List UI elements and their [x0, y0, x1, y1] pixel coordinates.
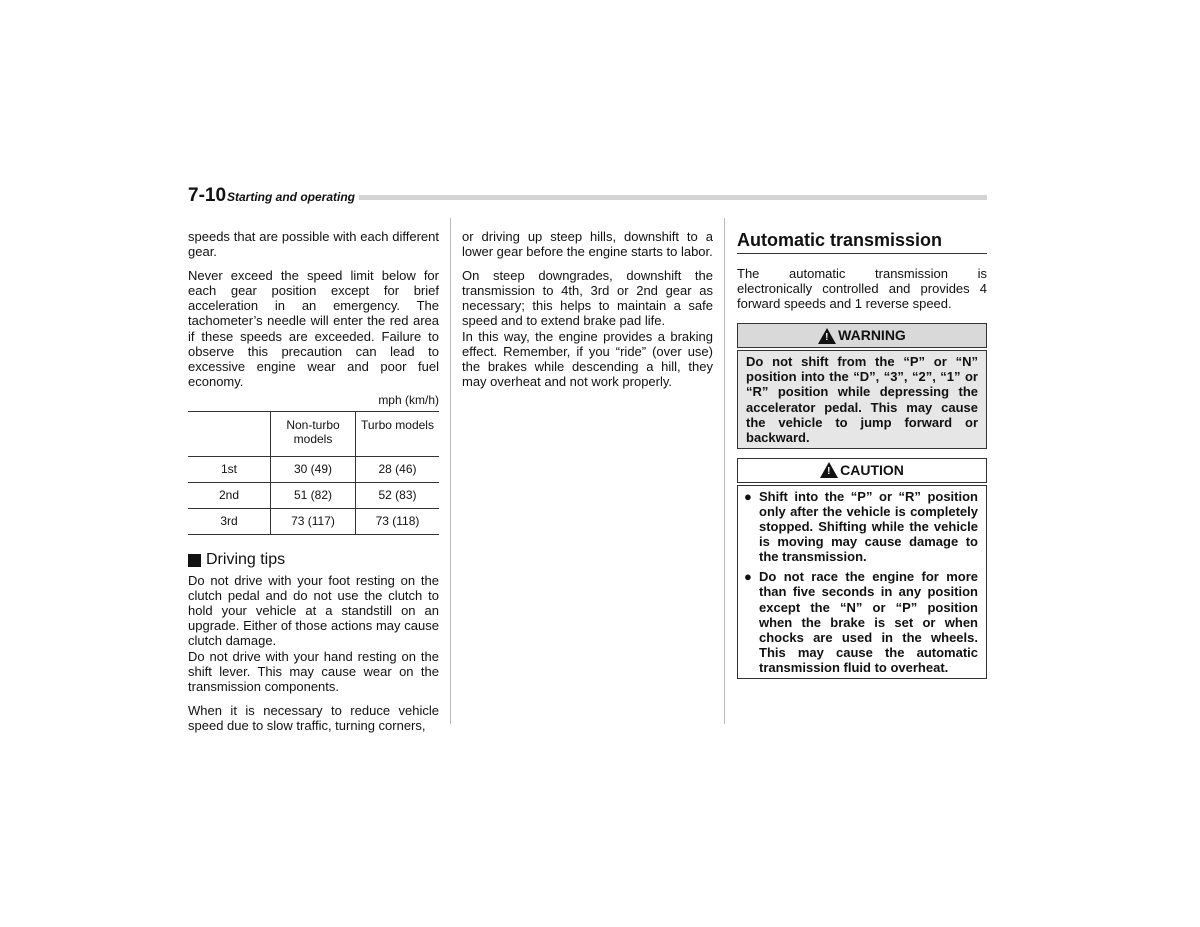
table-row [188, 509, 439, 535]
gear-speed-table [188, 411, 439, 535]
paragraph: Never exceed the speed limit below for each gear position except for brief acceleration in an emergency. The tachometer’s needle will enter the red area if these speeds are exceeded. Failure to observe this precaution can lead to excessive engine wear and poor fuel economy. [188, 268, 439, 389]
caution-header [737, 458, 987, 483]
square-bullet-icon [188, 554, 201, 567]
table-header [188, 412, 271, 457]
table-cell: 73 (118) [356, 509, 440, 535]
section-title: Starting and operating [227, 189, 359, 205]
warning-box [737, 323, 987, 449]
caution-triangle-icon: ! [820, 462, 838, 478]
table-header-row [188, 412, 439, 457]
table-cell: 28 (46) [356, 457, 440, 483]
paragraph: Do not drive with your hand resting on the shift lever. This may cause wear on the transmission components. [188, 648, 439, 694]
warning-header [737, 323, 987, 348]
table-cell: 52 (83) [356, 483, 440, 509]
list-item [744, 569, 978, 675]
page-header [188, 184, 987, 208]
subheading [188, 550, 439, 570]
warning-label: WARNING [838, 327, 906, 344]
caution-label: CAUTION [840, 461, 904, 478]
warning-text: Do not shift from the “P” or “N” position into the “D”, “3”, “2”, “1” or “R” position while depressing the accelerator pedal. This may cause the vehicle to jump forward or backward. [737, 350, 987, 449]
table-row [188, 457, 439, 483]
paragraph: Do not drive with your foot resting on the clutch pedal and do not use the clutch to hold your vehicle at a standstill on an upgrade. Either of those actions may cause clutch damage. [188, 573, 439, 649]
table-header: Turbo models [356, 412, 440, 457]
subheading-text: Driving tips [206, 551, 286, 569]
table-cell: 51 (82) [271, 483, 356, 509]
column-left [188, 229, 439, 742]
column-divider [724, 218, 725, 724]
table-header: Non-turbo models [271, 412, 356, 457]
warning-triangle-icon: ! [818, 328, 836, 344]
table-row [188, 483, 439, 509]
table-cell: 30 (49) [271, 457, 356, 483]
table-cell: 73 (117) [271, 509, 356, 535]
bullet-icon: ● [744, 569, 752, 585]
list-item [744, 489, 978, 564]
table-cell: 3rd [188, 509, 271, 535]
paragraph: or driving up steep hills, downshift to a lower gear before the engine starts to labor. [462, 229, 713, 260]
table-cell: 2nd [188, 483, 271, 509]
caution-body [737, 485, 987, 679]
section-heading: Automatic transmission [737, 229, 987, 254]
list-item-text: Shift into the “P” or “R” position only after the vehicle is completely stopped. Shifting while the vehicle is moving may cause damage to the transmission. [759, 488, 978, 565]
table-unit: mph (km/h) [378, 392, 439, 407]
paragraph: The automatic transmission is electronically controlled and provides 4 forward speeds and 1 reverse speed. [737, 266, 987, 312]
bullet-icon: ● [744, 488, 752, 504]
column-right [737, 229, 987, 679]
list-item-text: Do not race the engine for more than five seconds in any position except the “N” or “P” position when the brake is set or when chocks are used in the wheels. This may cause the automatic transmission fluid to overheat. [759, 569, 978, 675]
paragraph: When it is necessary to reduce vehicle speed due to slow traffic, turning corners, [188, 702, 439, 733]
paragraph: In this way, the engine provides a braking effect. Remember, if you “ride” (over use) the brakes while descending a hill, they may overheat and not work properly. [462, 328, 713, 389]
paragraph: speeds that are possible with each different gear. [188, 229, 439, 260]
caution-box [737, 458, 987, 679]
page-number: 7-10 [188, 184, 229, 208]
table-cell: 1st [188, 457, 271, 483]
column-middle [462, 229, 713, 398]
paragraph: On steep downgrades, downshift the transmission to 4th, 3rd or 2nd gear as necessary; this helps to maintain a safe speed and to extend brake pad life. [462, 268, 713, 329]
column-divider [450, 218, 451, 724]
